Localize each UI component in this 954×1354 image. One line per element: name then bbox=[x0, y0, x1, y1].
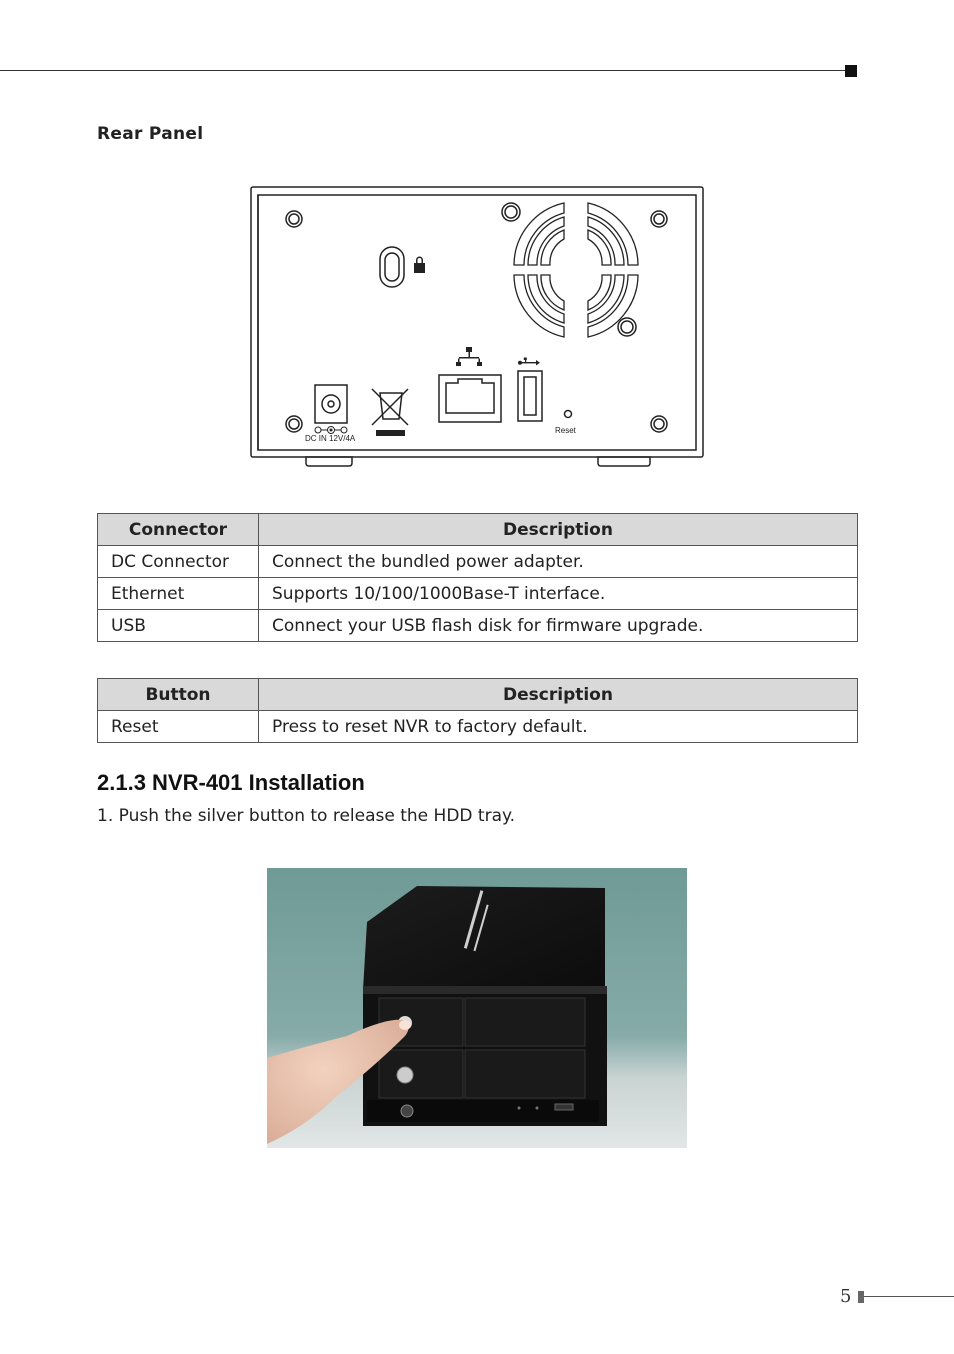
connector-name: USB bbox=[98, 610, 259, 642]
connector-table bbox=[97, 513, 858, 642]
reset-label: Reset bbox=[555, 426, 576, 435]
header-square-marker bbox=[845, 65, 857, 77]
connector-name: Ethernet bbox=[98, 578, 259, 610]
page-number: 5 bbox=[840, 1286, 852, 1307]
column-header-description: Description bbox=[259, 679, 858, 711]
connector-description: Connect the bundled power adapter. bbox=[259, 546, 858, 578]
section-label: Rear Panel bbox=[97, 124, 204, 144]
column-header-connector: Connector bbox=[98, 514, 259, 546]
device-photo bbox=[267, 868, 687, 1148]
button-table bbox=[97, 678, 858, 743]
footer-square-marker bbox=[858, 1291, 864, 1303]
table-header-row bbox=[98, 679, 858, 711]
button-name: Reset bbox=[98, 711, 259, 743]
table-row bbox=[98, 546, 858, 578]
connector-description: Supports 10/100/1000Base-T interface. bbox=[259, 578, 858, 610]
header-rule bbox=[0, 70, 846, 71]
column-header-button: Button bbox=[98, 679, 259, 711]
column-header-description: Description bbox=[259, 514, 858, 546]
dc-input-label: DC IN 12V/4A bbox=[305, 434, 356, 443]
installation-heading: 2.1.3 NVR-401 Installation bbox=[97, 770, 365, 795]
footer-rule bbox=[864, 1296, 954, 1297]
table-row bbox=[98, 610, 858, 642]
rear-panel-diagram bbox=[248, 185, 706, 470]
button-description: Press to reset NVR to factory default. bbox=[259, 711, 858, 743]
installation-step-1: 1. Push the silver button to release the HDD tray. bbox=[97, 806, 516, 826]
table-row bbox=[98, 711, 858, 743]
table-header-row bbox=[98, 514, 858, 546]
connector-name: DC Connector bbox=[98, 546, 259, 578]
table-row bbox=[98, 578, 858, 610]
connector-description: Connect your USB flash disk for firmware upgrade. bbox=[259, 610, 858, 642]
